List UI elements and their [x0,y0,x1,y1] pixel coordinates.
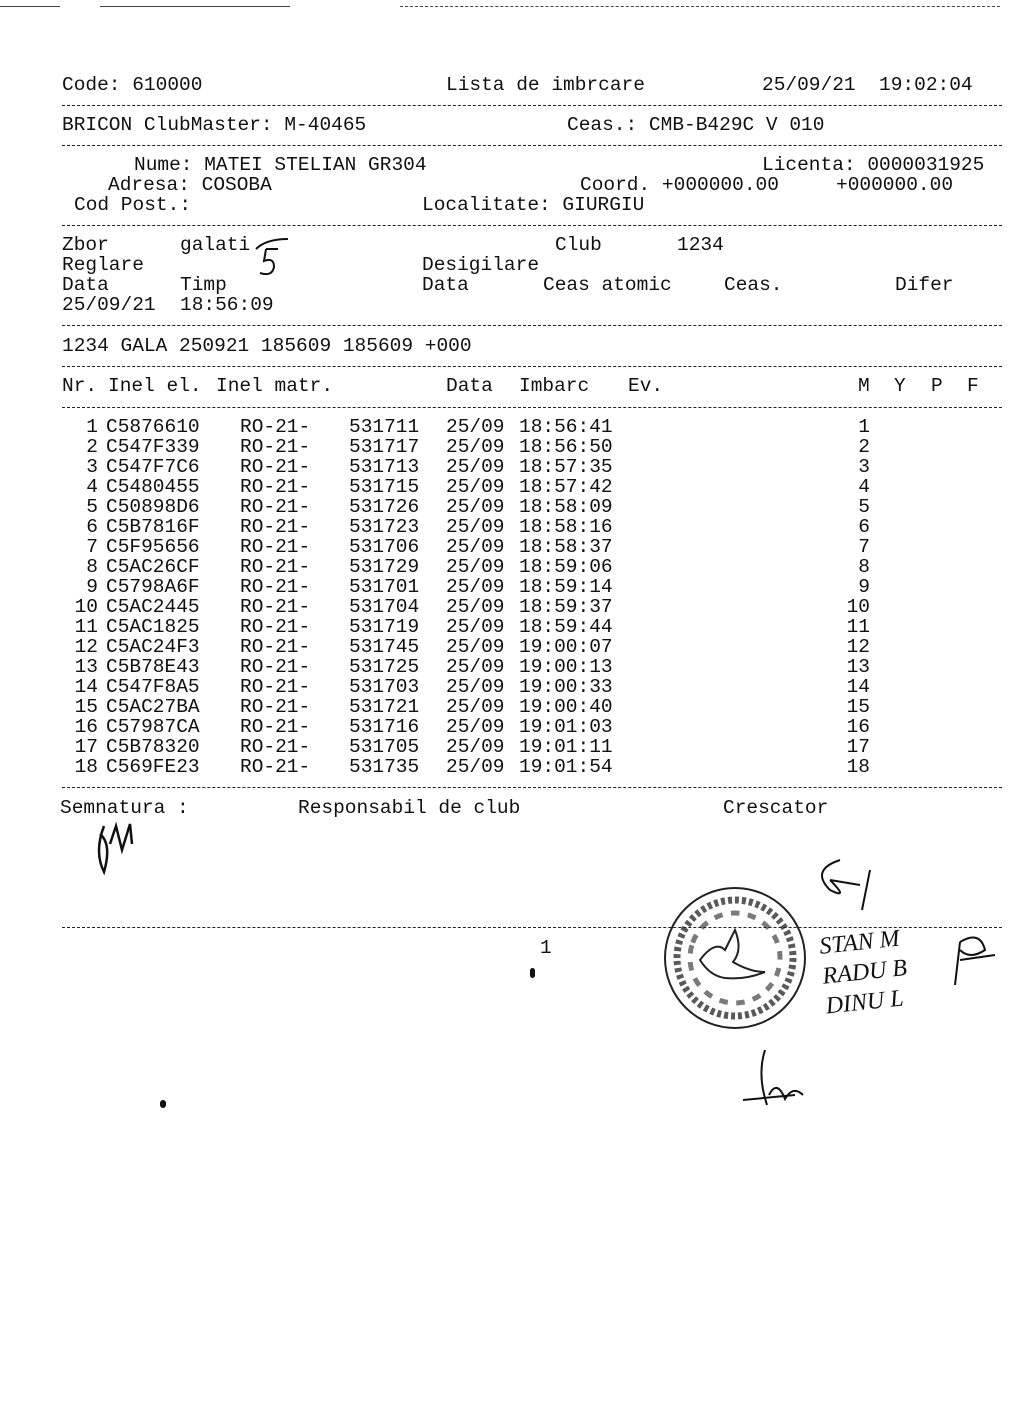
basket-date: 25/09 [446,536,505,558]
signature-label: Semnatura : [60,797,189,819]
ring-prefix: RO-21- [240,656,311,678]
basket-time: 19:00:13 [519,656,613,678]
electronic-ring: C5B7816F [106,516,200,538]
ring-prefix: RO-21- [240,456,311,478]
row-m-value: 6 [858,516,870,538]
electronic-ring: C5480455 [106,476,200,498]
ring-prefix: RO-21- [240,576,311,598]
row-number: 1 [86,416,98,438]
basket-time: 19:01:54 [519,756,613,778]
ring-number: 531725 [349,656,420,678]
basket-date: 25/09 [446,596,505,618]
basket-date: 25/09 [446,656,505,678]
scan-edge-line [400,6,1000,7]
basket-time: 18:56:50 [519,436,613,458]
ring-number: 531721 [349,696,420,718]
row-m-value: 3 [858,456,870,478]
basket-time: 19:01:03 [519,716,613,738]
row-number: 13 [74,656,98,678]
scan-speck [160,1100,166,1108]
ring-number: 531705 [349,736,420,758]
divider [62,225,1002,226]
basket-date: 25/09 [446,696,505,718]
basket-time: 18:59:37 [519,596,613,618]
setting-date-label: Data [62,274,109,296]
divider [62,105,1002,106]
ring-prefix: RO-21- [240,496,311,518]
basket-time: 18:59:14 [519,576,613,598]
electronic-ring: C5AC2445 [106,596,200,618]
row-number: 14 [74,676,98,698]
ring-prefix: RO-21- [240,476,311,498]
electronic-ring: C569FE23 [106,756,200,778]
scan-speck [530,968,535,978]
owner-coord-lon: +000000.00 [836,174,954,196]
row-number: 5 [86,496,98,518]
row-m-value: 5 [858,496,870,518]
basket-time: 19:00:33 [519,676,613,698]
ring-prefix: RO-21- [240,716,311,738]
row-m-value: 1 [858,416,870,438]
owner-coord-lat: Coord. +000000.00 [580,174,779,196]
ring-prefix: RO-21- [240,696,311,718]
divider [62,407,1002,408]
row-number: 7 [86,536,98,558]
breeder-label: Crescator [723,797,829,819]
ring-prefix: RO-21- [240,596,311,618]
flight-label: Zbor [62,234,109,256]
basket-date: 25/09 [446,516,505,538]
basket-date: 25/09 [446,616,505,638]
col-header-m: M [858,375,870,397]
row-m-value: 9 [858,576,870,598]
ring-number: 531729 [349,556,420,578]
ring-prefix: RO-21- [240,436,311,458]
ring-prefix: RO-21- [240,556,311,578]
electronic-ring: C547F8A5 [106,676,200,698]
unsealing-label: Desigilare [422,254,540,276]
handwritten-initials [735,1045,815,1115]
basket-date: 25/09 [446,636,505,658]
basket-time: 18:58:16 [519,516,613,538]
setting-date: 25/09/21 [62,294,156,316]
col-header-y: Y [894,375,906,397]
col-header-inel-matr: Inel matr. [216,375,334,397]
row-m-value: 4 [858,476,870,498]
col-header-imbarc: Imbarc [519,375,590,397]
electronic-ring: C5B78320 [106,736,200,758]
basket-time: 18:59:06 [519,556,613,578]
ring-number: 531719 [349,616,420,638]
clock-id: Ceas.: CMB-B429C V 010 [567,114,825,136]
electronic-ring: C5AC1825 [106,616,200,638]
row-number: 4 [86,476,98,498]
row-number: 10 [74,596,98,618]
owner-license: Licenta: 0000031925 [762,154,985,176]
ring-number: 531711 [349,416,420,438]
row-number: 3 [86,456,98,478]
atomic-clock-label: Ceas atomic [543,274,672,296]
code-label: Code: 610000 [62,74,203,96]
club-responsible-label: Responsabil de club [298,797,521,819]
row-number: 6 [86,516,98,538]
setting-time-label: Timp [180,274,227,296]
ring-prefix: RO-21- [240,756,311,778]
divider [62,787,1002,788]
col-header-p: P [931,375,943,397]
divider [62,325,1002,326]
row-number: 12 [74,636,98,658]
electronic-ring: C50898D6 [106,496,200,518]
club-label: Club [555,234,602,256]
row-number: 15 [74,696,98,718]
electronic-ring: C547F339 [106,436,200,458]
ring-prefix: RO-21- [240,516,311,538]
basket-date: 25/09 [446,716,505,738]
setting-time: 18:56:09 [180,294,274,316]
basket-date: 25/09 [446,576,505,598]
row-number: 17 [74,736,98,758]
club-value: 1234 [677,234,724,256]
ring-number: 531704 [349,596,420,618]
divider [62,366,1002,367]
basket-date: 25/09 [446,736,505,758]
basket-time: 18:58:09 [519,496,613,518]
print-datetime: 25/09/21 19:02:04 [762,74,973,96]
basket-time: 18:58:37 [519,536,613,558]
summary-line: 1234 GALA 250921 185609 185609 +000 [62,335,472,357]
col-header-inel-el: Inel el. [108,375,202,397]
ring-number: 531713 [349,456,420,478]
row-m-value: 13 [846,656,870,678]
basket-date: 25/09 [446,556,505,578]
row-number: 8 [86,556,98,578]
electronic-ring: C5F95656 [106,536,200,558]
electronic-ring: C5AC26CF [106,556,200,578]
row-m-value: 2 [858,436,870,458]
page-number: 1 [540,937,552,959]
electronic-ring: C5798A6F [106,576,200,598]
owner-address: Adresa: COSOBA [108,174,272,196]
basket-date: 25/09 [446,456,505,478]
clubmaster-id: BRICON ClubMaster: M-40465 [62,114,367,136]
basket-date: 25/09 [446,416,505,438]
row-m-value: 11 [846,616,870,638]
col-header-f: F [967,375,979,397]
electronic-ring: C5B78E43 [106,656,200,678]
row-m-value: 17 [846,736,870,758]
ring-prefix: RO-21- [240,416,311,438]
ring-prefix: RO-21- [240,636,311,658]
basket-time: 18:57:42 [519,476,613,498]
ring-prefix: RO-21- [240,616,311,638]
ring-number: 531745 [349,636,420,658]
ring-number: 531706 [349,536,420,558]
col-header-data: Data [446,375,493,397]
ring-prefix: RO-21- [240,676,311,698]
ring-prefix: RO-21- [240,536,311,558]
row-m-value: 8 [858,556,870,578]
ring-prefix: RO-21- [240,736,311,758]
signature-scribble [90,822,150,882]
row-m-value: 12 [846,636,870,658]
row-m-value: 7 [858,536,870,558]
owner-locality: Localitate: GIURGIU [422,194,645,216]
row-m-value: 15 [846,696,870,718]
clock-label: Ceas. [724,274,783,296]
handwritten-signoff-names: STAN M RADU B DINU L [818,925,909,1020]
unsealing-date-label: Data [422,274,469,296]
setting-label: Reglare [62,254,144,276]
row-number: 2 [86,436,98,458]
flight-name: galati [180,234,251,256]
ring-number: 531703 [349,676,420,698]
basket-date: 25/09 [446,436,505,458]
electronic-ring: C5876610 [106,416,200,438]
ring-number: 531716 [349,716,420,738]
basket-date: 25/09 [446,496,505,518]
owner-postal-code: Cod Post.: [74,194,192,216]
electronic-ring: C5AC24F3 [106,636,200,658]
ring-number: 531715 [349,476,420,498]
difference-label: Difer [895,274,954,296]
club-stamp [655,880,815,1030]
ring-number: 531735 [349,756,420,778]
basket-date: 25/09 [446,476,505,498]
row-m-value: 18 [846,756,870,778]
basket-time: 19:01:11 [519,736,613,758]
document-title: Lista de imbrcare [446,74,645,96]
col-header-ev: Ev. [628,375,664,397]
basket-time: 18:56:41 [519,416,613,438]
ring-number: 531717 [349,436,420,458]
row-m-value: 10 [846,596,870,618]
basket-time: 18:57:35 [519,456,613,478]
electronic-ring: C547F7C6 [106,456,200,478]
row-number: 11 [74,616,98,638]
col-header-nr: Nr. [62,375,98,397]
electronic-ring: C5AC27BA [106,696,200,718]
handwritten-mark [252,235,297,280]
basket-time: 19:00:07 [519,636,613,658]
ring-number: 531723 [349,516,420,538]
row-m-value: 16 [846,716,870,738]
scan-edge-line [100,6,290,7]
basket-time: 19:00:40 [519,696,613,718]
row-m-value: 14 [846,676,870,698]
owner-name: Nume: MATEI STELIAN GR304 [134,154,427,176]
row-number: 18 [74,756,98,778]
row-number: 16 [74,716,98,738]
basket-date: 25/09 [446,676,505,698]
row-number: 9 [86,576,98,598]
basket-time: 18:59:44 [519,616,613,638]
electronic-ring: C57987CA [106,716,200,738]
basket-date: 25/09 [446,756,505,778]
ring-number: 531726 [349,496,420,518]
divider [62,145,1002,146]
ring-number: 531701 [349,576,420,598]
scan-edge-line [0,6,60,7]
